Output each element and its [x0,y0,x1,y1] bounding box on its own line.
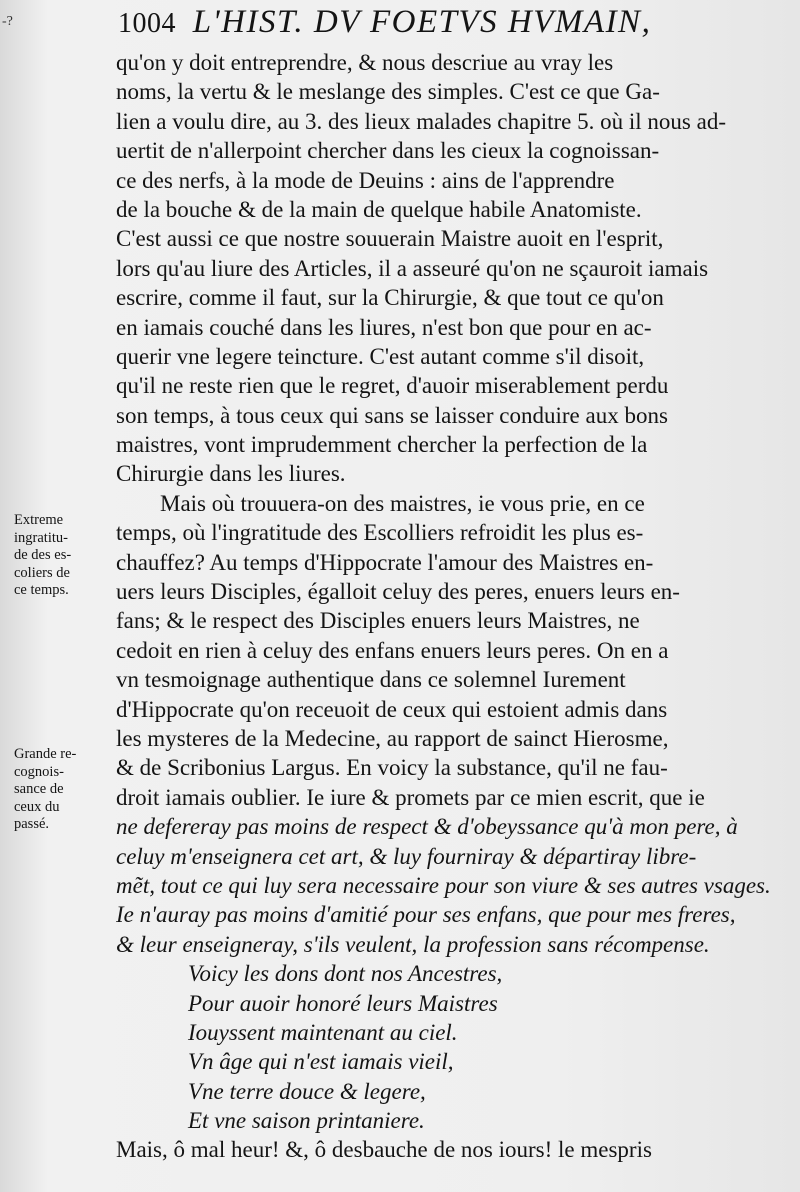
text-line: en iamais couché dans les liures, n'est bon que pour en ac- [116,314,652,340]
text-line: uers leurs Disciples, égalloit celuy des peres, enuers leurs en- [116,579,680,605]
text-line: temps, où l'ingratitude des Escolliers refroidit les plus es- [116,520,644,546]
text-line: vn tesmoignage authentique dans ce solemnel Iurement [116,667,626,693]
text-line: ce des nerfs, à la mode de Deuins : ains de l'apprendre [116,167,615,193]
text-line: uertit de n'allerpoint chercher dans les cieux la cognoissan- [116,138,660,164]
marginal-note-line: ce temps. [14,582,69,598]
text-line: fans; & le respect des Disciples enuers leurs Maistres, ne [116,608,640,634]
marginal-note-line: cognois- [14,763,64,780]
running-title: L'HIST. DV FOETVS HVMAIN, [192,4,652,40]
text-line: droit iamais oublier. Ie iure & promets par ce mien escrit, que ie [116,784,705,810]
text-line: & de Scribonius Largus. En voicy la substance, qu'il ne fau- [116,755,668,781]
marginal-note-line: Extreme [14,512,64,528]
text-line: les mysteres de la Medecine, au rapport de sainct Hierosme, [116,725,669,751]
marginal-note-line: ceux du [14,798,60,815]
marginal-note-2 [14,746,114,834]
text-line: noms, la vertu & le meslange des simples. C'est ce que Ga- [116,79,660,105]
text-line: qu'il ne reste rien que le regret, d'auoir miserablement perdu [116,373,669,399]
running-header [118,4,798,41]
marginal-note-line: sance de [14,781,64,797]
text-line: mẽt, tout ce qui luy sera necessaire pour son viure & ses autres vsages. [116,872,771,898]
text-line: celuy m'enseignera cet art, & luy fourniray & départiray libre- [116,843,697,869]
text-line: de la bouche & de la main de quelque habile Anatomiste. [116,196,642,222]
text-line: querir vne legere teincture. C'est autant comme s'il disoit, [116,343,645,369]
text-line: ne defereray pas moins de respect & d'obeyssance qu'à mon pere, à [116,814,738,840]
text-line: maistres, vont imprudemment chercher la perfection de la [116,432,648,458]
text-line: chauffez? Au temps d'Hippocrate l'amour des Maistres en- [116,549,654,575]
text-line: Vn âge qui n'est iamais vieil, [188,1049,454,1075]
text-line: Et vne saison printaniere. [188,1108,425,1134]
text-line: & leur enseigneray, s'ils veulent, la profession sans récompense. [116,931,710,957]
text-line: cedoit en rien à celuy des enfans enuers leurs peres. On en a [116,637,669,663]
text-line: Ie n'auray pas moins d'amitié pour ses enfans, que pour mes freres, [116,902,736,928]
text-line: C'est aussi ce que nostre souuerain Maistre auoit en l'esprit, [116,226,664,252]
corner-mark: -? [2,14,13,29]
marginal-note-line: coliers de [14,564,70,581]
marginal-note-line: Grande re- [14,746,77,762]
marginal-note-line: de des es- [14,547,72,563]
text-line: Pour auoir honoré leurs Maistres [188,990,498,1016]
text-line: Mais, ô mal heur! &, ô desbauche de nos iours! le mespris [116,1137,652,1163]
marginal-note-1 [14,512,114,600]
text-line: Iouyssent maintenant au ciel. [188,1019,458,1045]
marginal-note-line: passé. [14,816,50,832]
page-number: 1004 [118,8,176,39]
text-line: escrire, comme il faut, sur la Chirurgie, & que tout ce qu'on [116,285,664,311]
text-line: son temps, à tous ceux qui sans se laisser conduire aux bons [116,402,668,428]
marginal-note-line: ingratitu- [14,529,68,546]
text-line: Voicy les dons dont nos Ancestres, [188,961,503,987]
text-line: Mais où trouuera-on des maistres, ie vous prie, en ce [160,490,645,516]
main-text-block [116,48,796,1165]
text-line: d'Hippocrate qu'on receuoit de ceux qui estoient admis dans [116,696,668,722]
text-line: qu'on y doit entreprendre, & nous descriue au vray les [116,50,614,75]
text-line: Vne terre douce & legere, [188,1078,426,1104]
text-line: Chirurgie dans les liures. [116,461,346,487]
text-line: lors qu'au liure des Articles, il a asseuré qu'on ne sçauroit iamais [116,255,709,281]
text-line: lien a voulu dire, au 3. des lieux malades chapitre 5. où il nous ad- [116,108,726,134]
